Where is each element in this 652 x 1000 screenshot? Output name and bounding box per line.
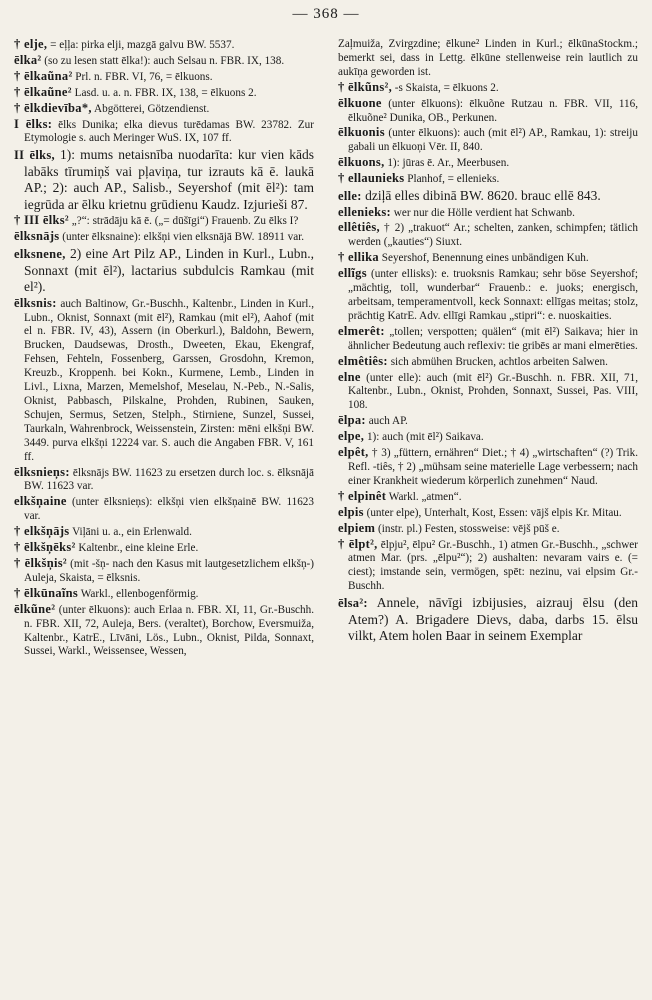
- entry-headword: † ēlkdievība*,: [14, 100, 92, 115]
- dictionary-entry: [14, 86, 314, 101]
- entry-text: ēlksnājs BW. 11623 zu ersetzen durch loc. s. ēlksnājā BW. 11623 var.: [24, 466, 315, 493]
- dictionary-entry: [14, 557, 314, 586]
- dictionary-entry: [338, 325, 638, 354]
- dictionary-entry: [14, 214, 314, 229]
- entry-headword: † elkšņājs: [14, 524, 70, 539]
- dictionary-entry: [14, 70, 314, 85]
- entry-text: = eļļa: pirka elji, mazgā galvu BW. 5537.: [50, 39, 235, 51]
- dictionary-entry: [14, 466, 314, 495]
- entry-text: dziļā elles dibinā BW. 8620. brauc ellē 843.: [365, 188, 601, 204]
- entry-headword: elpiem: [338, 520, 376, 535]
- dictionary-entry: [14, 297, 314, 465]
- entry-text: sich abmühen Brucken, achtlos arbeiten Salwen.: [390, 355, 608, 368]
- entry-headword: I ēlks:: [14, 116, 53, 131]
- dictionary-entry: [338, 221, 638, 250]
- entry-headword: ēlksnis:: [14, 295, 57, 310]
- dictionary-entry: [14, 603, 314, 660]
- entry-headword: ēlkuons,: [338, 155, 385, 170]
- entry-text: Planhof, = ellenieks.: [407, 173, 500, 186]
- dictionary-entry: [338, 430, 638, 445]
- dictionary-entry: [338, 206, 638, 221]
- dictionary-entry: [338, 267, 638, 324]
- entry-text: (unter ēlkuons): auch (mit ēl²) AP., Ramkau, 1): streiju gabali un ēlkuoņi Vēr. II, 840.: [348, 127, 638, 154]
- right-column: [338, 38, 638, 646]
- entry-text: Warkl., ellenbogenförmig.: [80, 587, 199, 600]
- entry-headword: elne: [338, 369, 361, 384]
- entry-text: „tollen; verspotten; quälen“ (mit ēl²) Saikava; hier in ähnlicher Bedeutung auch reflexiv: tie gribēs ar mani elmerēties.: [348, 325, 638, 352]
- entry-text: Seyershof, Benennung eines unbändigen Kuh.: [381, 252, 589, 265]
- entry-headword: † ellika: [338, 250, 379, 265]
- entry-text: Prl. n. FBR. VI, 76, = ēlkuons.: [75, 70, 213, 83]
- entry-headword: † elje,: [14, 37, 48, 51]
- entry-headword: † ēlpt²,: [338, 536, 378, 551]
- entry-headword: elle:: [338, 189, 362, 204]
- entry-headword: † ēlkšņēks²: [14, 540, 76, 555]
- entry-headword: ēlkũne²: [14, 601, 56, 616]
- entry-text: Annele, nāvīgi izbijusies, aizrauj ēlsu (den Atem?) A. Brigadere Dievs, daba, darbs 15. ēlsu vilkt, Atem holen Baar in seinem Exemplar: [348, 595, 638, 644]
- entry-text: Warkl. „atmen“.: [388, 490, 462, 503]
- entry-text: auch AP.: [368, 415, 408, 428]
- entry-headword: ēlksnājs: [14, 229, 60, 244]
- entry-headword: † III ēlks²: [14, 213, 69, 228]
- dictionary-entry: [14, 525, 314, 540]
- entry-text: auch Baltinow, Gr.-Buschh., Kaltenbr., Linden in Kurl., Lubn., Oknist, Sonnaxt (mit ēl²), Ramkau (mit el²), Aahof (mit el n. FBR. IV, 43), Assern (in Oberkurl.), Baldohn, Bewern, Brucken, Daudsewas, Drosth., Dweeten, Ekau, Ekengraf, Fehsen, Fehteln, Fossenberg, Garssen, Grosdohn, Kremon, Kreuzb., Kroppenh. bei Kokn., Kurmene, Lemb., Linden in Livl., Lixna, Marzen, Memelshof, Meselau, N.-Peb., N.-Salis, Oknist, Pabbasch, Pilskalne, Prohden, Rubinen, Sauken, Schujen, Sermus, Setzen, Stelph., Stirniene, Sunzel, Sussei, Taurkaln, Wahrenbrock, Weissenstein, Zirsten: mēni elkšņi BW. 3449. purva elkšņi 12224 var. S. auch die Angaben FBR. V, 161 ff.: [24, 297, 315, 463]
- dictionary-entry: [338, 38, 638, 80]
- entry-headword: elpis: [338, 504, 364, 519]
- entry-headword: elmerêt:: [338, 323, 385, 338]
- entry-text: (unter elpe), Unterhalt, Kost, Essen: vājš elpis Kr. Mitau.: [366, 506, 622, 519]
- dictionary-entry: [14, 118, 314, 147]
- entry-headword: † ēlkšņis²: [14, 555, 67, 570]
- entry-text: (unter ēlksnaine): elkšņi vien elksnājā BW. 18911 var.: [62, 231, 305, 244]
- entry-text: 1): mums netaisnība nuodarīta: kur vien kāds labāks tīrumiņš vai pļaviņa, tur izrauts kā ē. laukā AP.; 2): auch AP., Salisb., Seyershof (mit ēl²): tam iegrūda ar ēlku krietnu grūdienu Kaudz. Izjurieši 87.: [24, 147, 315, 212]
- entry-headword: elksnene,: [14, 247, 66, 262]
- entry-headword: ellêtiês,: [338, 220, 380, 235]
- entry-text: Abgötterei, Götzendienst.: [94, 102, 210, 115]
- dictionary-entry: [14, 102, 314, 117]
- dictionary-entry: [338, 595, 638, 645]
- dictionary-entry: [14, 147, 314, 213]
- entry-headword: † ellaunieks: [338, 171, 405, 186]
- entry-headword: elpe,: [338, 429, 365, 444]
- entry-headword: elpêt,: [338, 445, 369, 460]
- entry-headword: † ēlkaũna²: [14, 68, 73, 83]
- entry-headword: † ēlkũns²,: [338, 79, 392, 94]
- entry-headword: † ēlkūnaĩns: [14, 585, 79, 600]
- entry-headword: elkšņaine: [14, 494, 67, 509]
- entry-headword: ellĩgs: [338, 266, 367, 281]
- dictionary-entry: [338, 81, 638, 96]
- entry-text: † 2) „trakuot“ Ar.; schelten, zanken, schimpfen; tätlich werden („kauties“) Siuxt.: [348, 222, 638, 249]
- dictionary-entry: [338, 446, 638, 489]
- page-number: — 368 —: [292, 6, 360, 22]
- entry-headword: elmêtiês:: [338, 353, 388, 368]
- entry-headword: † elpinêt: [338, 488, 387, 503]
- entry-text: Lasd. u. a. n. FBR. IX, 138, = ēlkuons 2.: [74, 86, 257, 99]
- entry-text: (unter ēlksnieņs): elkšņi vien elkšņainē BW. 11623 var.: [24, 496, 314, 523]
- entry-text: (unter ēlkuons): auch Erlaa n. FBR. XI, 11, Gr.-Buschh. n. FBR. XII, 72, Auleja, Bers. (veraltet), Borchow, Eversmuiža, Kaltenbr., KatrE., Līvāni, Lös., Lubn., Oknist, Pilda, Sonnaxt, Sussei, Warkl., Weissensee, Wessen,: [24, 603, 314, 658]
- dictionary-entry: [338, 126, 638, 155]
- entry-text: Kaltenbr., eine kleine Erle.: [78, 542, 199, 555]
- entry-text: (mit -šņ- nach den Kasus mit lautgesetzlichem elkšņ-) Auleja, Skaista, = ēlksnis.: [24, 557, 315, 584]
- entry-text: (so zu lesen statt ēlka!): auch Selsau n. FBR. IX, 138.: [44, 54, 285, 67]
- entry-text: 1): jūras ē. Ar., Meerbusen.: [387, 157, 510, 170]
- entry-headword: ēlka²: [14, 52, 42, 67]
- dictionary-entry: [338, 172, 638, 187]
- entry-headword: ēlkuone: [338, 95, 382, 110]
- dictionary-entry: [14, 54, 314, 69]
- entry-headword: II ēlks,: [14, 148, 55, 163]
- entry-headword: ēlksnieņs:: [14, 464, 70, 479]
- entry-text: wer nur die Hölle verdient hat Schwanb.: [393, 206, 575, 219]
- entry-text: ēlks Dunika; elka dievus turēdamas BW. 23782. Zur Etymologie s. auch Meringer WuS. IX, 107 ff.: [24, 118, 315, 145]
- dictionary-entry: [14, 38, 314, 53]
- entry-text: „?“: strādāju kā ē. („= dūšīgi“) Frauenb. Zu ēlks I?: [71, 215, 299, 228]
- dictionary-entry: [338, 97, 638, 126]
- entry-text: 2) eine Art Pilz AP., Linden in Kurl., Lubn., Sonnaxt (mit ēl²), lactarius subdulcis Ramkau (mit el²).: [24, 246, 314, 295]
- dictionary-entry: [338, 506, 638, 521]
- dictionary-entry: [338, 538, 638, 595]
- left-column: [14, 38, 314, 660]
- dictionary-entry: [338, 490, 638, 505]
- entry-headword: ēlsa²:: [338, 596, 368, 611]
- entry-headword: ēlkuonis: [338, 125, 385, 140]
- entry-text: Viļāni u. a., ein Erlenwald.: [72, 526, 192, 539]
- entry-text: ēlpju², ēlpu² Gr.-Buschh., 1) atmen Gr.-Buschh., „schwer atmen Mar. (prs. „ēlpu²“); 2) aushalten: nevaram vairs e. (= ciest); imstande sein, vermögen, spēt: nezinu, vai elpsim Gr.-Buschh.: [348, 538, 639, 593]
- dictionary-entry: [338, 355, 638, 370]
- entry-text: 1): auch (mit ēl²) Saikava.: [366, 431, 484, 444]
- dictionary-entry: [338, 414, 638, 429]
- dictionary-entry: [338, 156, 638, 171]
- entry-text: -s Skaista, = ēlkuons 2.: [394, 81, 499, 94]
- dictionary-entry: [14, 246, 314, 296]
- entry-headword: † ēlkaũne²: [14, 84, 72, 99]
- entry-text: (instr. pl.) Festen, stossweise: vējš pūš e.: [378, 522, 560, 535]
- dictionary-entry: [338, 522, 638, 537]
- dictionary-entry: [338, 188, 638, 205]
- entry-headword: ellenieks:: [338, 204, 391, 219]
- dictionary-entry: [14, 495, 314, 524]
- entry-text: (unter ēlkuons): ēlkuõne Rutzau n. FBR. VII, 116, ēlkuõne² Dunika, OB., Perkunen.: [348, 97, 639, 124]
- dictionary-entry: [338, 251, 638, 266]
- entry-text: Zaļmuiža, Zvirgzdine; ēlkune² Linden in Kurl.; ēlkūnaStockm.; bemerkt sei, dass in Lettg. ēlkūne stellenweise rein lautlich zu aukīņa geworden ist.: [338, 38, 638, 78]
- dictionary-entry: [14, 230, 314, 245]
- entry-text: (unter ellisks): e. truoksnis Ramkau; sehr böse Seyershof; „mächtig, toll, wunderbar“ Frauenb.: e. juoks; energisch, arbeitsam, temperamentvoll, keck Sonnaxt: ellīgas meitas; stolz, prächtig KatrE. Adv. ellīgi Ramkau „stipri“: e. nuoskaities.: [348, 268, 639, 322]
- entry-headword: ēlpa:: [338, 413, 366, 428]
- dictionary-entry: [14, 541, 314, 556]
- dictionary-entry: [338, 371, 638, 414]
- entry-text: (unter elle): auch (mit ēl²) Gr.-Buschh. n. FBR. XII, 71, Kaltenbr., Lubn., Oknist, Prohden, Sonnaxt, Sussei, Pas. VIII, 108.: [348, 371, 639, 412]
- entry-text: † 3) „füttern, ernähren“ Diet.; † 4) „wirtschaften“ (?) Trik. Refl. -tiês, † 2) „mühsam seine materielle Lage verbessern; nach einer Krankheit wiederum körperlich zunehmen“ Naud.: [348, 447, 639, 487]
- dictionary-entry: [14, 587, 314, 602]
